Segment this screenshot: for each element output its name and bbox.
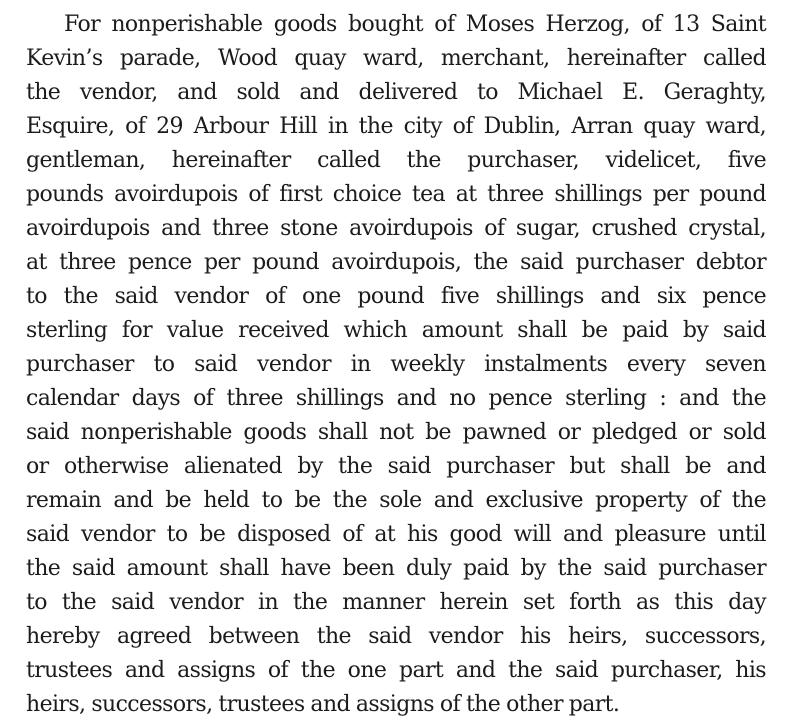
paragraph-line: said vendor to be disposed of at his good will and pleasure until — [26, 522, 766, 547]
paragraph-line: the vendor, and sold and delivered to Michael E. Geraghty, — [26, 80, 766, 105]
paragraph-line: said nonperishable goods shall not be pawned or pledged or sold — [26, 420, 766, 445]
paragraph-line: to the said vendor of one pound five shillings and six pence — [26, 284, 766, 309]
paragraph-line: Esquire, of 29 Arbour Hill in the city of Dublin, Arran quay ward, — [26, 114, 766, 139]
contract-paragraph — [26, 8, 766, 722]
paragraph-line: heirs, successors, trustees and assigns of the other part. — [26, 692, 620, 717]
paragraph-line: remain and be held to be the sole and exclusive property of the — [26, 488, 766, 513]
paragraph-line: sterling for value received which amount shall be paid by said — [26, 318, 766, 343]
paragraph-line: calendar days of three shillings and no pence sterling : and the — [26, 386, 766, 411]
paragraph-line: or otherwise alienated by the said purchaser but shall be and — [26, 454, 766, 479]
paragraph-line: avoirdupois and three stone avoirdupois of sugar, crushed crystal, — [26, 216, 766, 241]
paragraph-line: purchaser to said vendor in weekly instalments every seven — [26, 352, 766, 377]
paragraph-line: For nonperishable goods bought of Moses Herzog, of 13 Saint — [64, 12, 766, 37]
paragraph-line: trustees and assigns of the one part and the said purchaser, his — [26, 658, 766, 683]
paragraph-line: hereby agreed between the said vendor his heirs, successors, — [26, 624, 766, 649]
paragraph-line: the said amount shall have been duly paid by the said purchaser — [26, 556, 766, 581]
paragraph-line: Kevin’s parade, Wood quay ward, merchant, hereinafter called — [26, 46, 766, 71]
paragraph-line: pounds avoirdupois of first choice tea at three shillings per pound — [26, 182, 766, 207]
paragraph-line: at three pence per pound avoirdupois, the said purchaser debtor — [26, 250, 766, 275]
paragraph-line: gentleman, hereinafter called the purchaser, videlicet, five — [26, 148, 766, 173]
paragraph-line: to the said vendor in the manner herein set forth as this day — [26, 590, 766, 615]
